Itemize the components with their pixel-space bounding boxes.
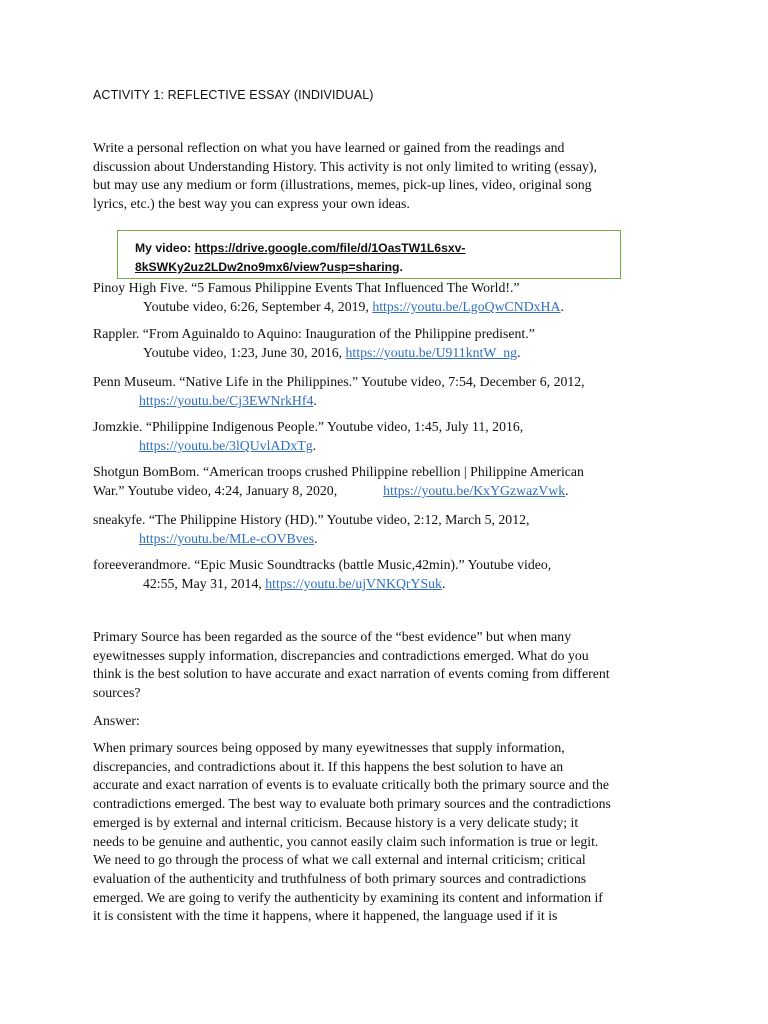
reference-youtube-link[interactable]: https://youtu.be/ujVNKQrYSuk <box>265 575 442 591</box>
reference-line: Penn Museum. “Native Life in the Philippines.” Youtube video, 7:54, December 6, 2012, <box>93 374 585 389</box>
reference-item <box>93 325 535 363</box>
reference-youtube-link[interactable]: https://youtu.be/U911kntW_ng <box>345 344 518 360</box>
answer-line: emerged is by external and internal criticism. Because history is a very delicate study; it <box>93 814 579 830</box>
answer-line: needs to be genuine and authentic, you cannot easily claim such information is true or legit. <box>93 833 599 849</box>
answer-line: discrepancies, and contradictions about it. If this happens the best solution to have an <box>93 758 564 774</box>
reference-item <box>93 279 564 317</box>
question-line: Primary Source has been regarded as the source of the “best evidence” but when many <box>93 629 572 644</box>
answer-line: it is consistent with the time it happens, where it happened, the language used if it is <box>93 908 558 924</box>
reference-detail: 42:55, May 31, 2014, <box>143 575 266 591</box>
reference-detail: Youtube video, 1:23, June 30, 2016, <box>143 344 346 360</box>
answer-line: We need to go through the process of what we call external and internal criticism; critical <box>93 852 586 868</box>
video-drive-link[interactable]: https://drive.google.com/file/d/1OasTW1L6sxv- <box>194 241 466 255</box>
reference-line: Jomzkie. “Philippine Indigenous People.” Youtube video, 1:45, July 11, 2016, <box>93 419 524 434</box>
reference-period: . <box>517 344 521 360</box>
reference-line: Shotgun BomBom. “American troops crushed Philippine rebellion | Philippine American <box>93 464 584 479</box>
answer-line: accurate and exact narration of events is to evaluate critically both the primary source and the <box>93 777 610 793</box>
reference-item <box>93 556 551 594</box>
reference-period: . <box>314 530 318 546</box>
instructions-paragraph <box>93 139 658 214</box>
answer-label: Answer: <box>93 713 140 728</box>
reference-youtube-link[interactable]: https://youtu.be/3lQUvlADxTg <box>139 437 313 453</box>
question-paragraph <box>93 628 658 703</box>
reference-item <box>93 418 523 456</box>
video-label: My video: <box>135 241 195 255</box>
reference-youtube-link[interactable]: https://youtu.be/KxYGzwazVwk <box>383 482 566 498</box>
reference-period: . <box>313 392 317 408</box>
reference-period: . <box>560 298 564 314</box>
question-line: think is the best solution to have accurate and exact narration of events coming from different <box>93 666 610 682</box>
reference-period: . <box>565 482 569 498</box>
reference-detail: War.” Youtube video, 4:24, January 8, 2020, <box>93 482 338 498</box>
instructions-line: Write a personal reflection on what you have learned or gained from the readings and <box>93 140 565 155</box>
reference-item <box>93 373 585 411</box>
reference-youtube-link[interactable]: https://youtu.be/Cj3EWNrkHf4 <box>139 392 314 408</box>
answer-line: emerged. We are going to verify the authenticity by examining its content and information if <box>93 889 603 905</box>
reference-line: sneakyfe. “The Philippine History (HD).” Youtube video, 2:12, March 5, 2012, <box>93 512 530 527</box>
instructions-line: discussion about Understanding History. This activity is not only limited to writing (essay), <box>93 158 597 174</box>
reference-period: . <box>312 437 317 453</box>
reference-item <box>93 463 584 501</box>
reference-youtube-link[interactable]: https://youtu.be/MLe-cOVBves <box>139 530 315 546</box>
question-line: sources? <box>93 685 141 701</box>
video-link-period: . <box>399 259 403 274</box>
answer-line: evaluation of the authenticity and truthfulness of both primary sources and contradictions <box>93 870 587 886</box>
activity-heading: ACTIVITY 1: REFLECTIVE ESSAY (INDIVIDUAL) <box>93 88 374 102</box>
answer-paragraph <box>93 739 658 926</box>
reference-period: . <box>441 575 446 591</box>
answer-line: contradictions emerged. The best way to evaluate both primary sources and the contradictions <box>93 796 611 812</box>
answer-line: When primary sources being opposed by many eyewitnesses that supply information, <box>93 740 565 755</box>
question-line: eyewitnesses supply information, discrepancies and contradictions emerged. What do you <box>93 647 589 663</box>
reference-youtube-link[interactable]: https://youtu.be/LgoQwCNDxHA <box>372 298 561 314</box>
instructions-line: lyrics, etc.) the best way you can express your own ideas. <box>93 196 410 212</box>
reference-line: Pinoy High Five. “5 Famous Philippine Events That Influenced The World!.” <box>93 280 520 295</box>
reference-line: Rappler. “From Aguinaldo to Aquino: Inauguration of the Philippine predisent.” <box>93 326 535 341</box>
reference-detail: Youtube video, 6:26, September 4, 2019, <box>143 298 373 314</box>
reference-item <box>93 511 529 549</box>
video-drive-link-continued[interactable]: 8kSWKy2uz2LDw2no9mx6/view?usp=sharing <box>135 259 400 274</box>
instructions-line: but may use any medium or form (illustrations, memes, pick-up lines, video, original song <box>93 177 592 193</box>
video-link-text <box>135 239 465 276</box>
reference-line: foreeverandmore. “Epic Music Soundtracks (battle Music,42min).” Youtube video, <box>93 557 552 572</box>
